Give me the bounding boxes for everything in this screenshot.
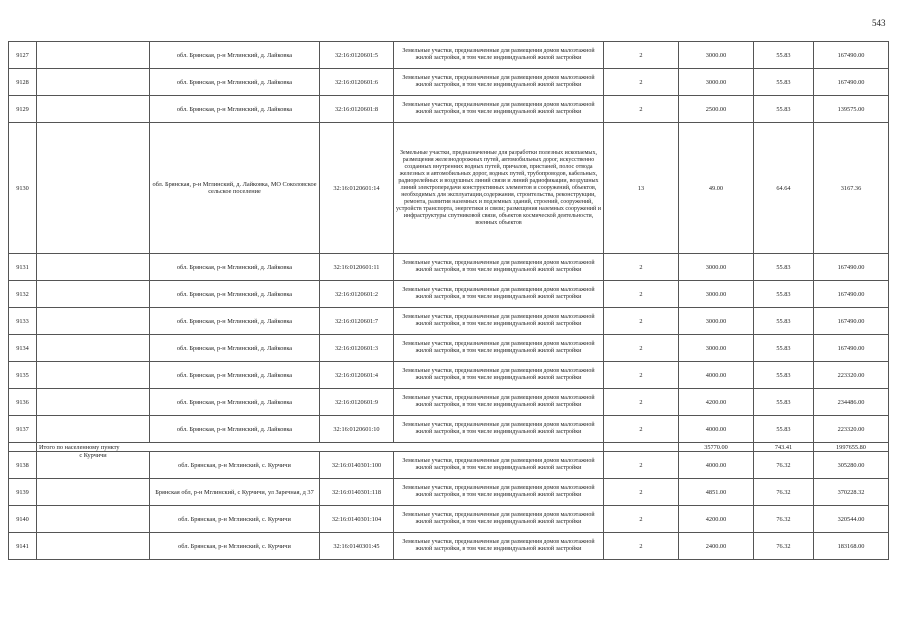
address-cell: обл. Брянская, р-н Мглинский, д. Лайковка (150, 308, 320, 335)
area-cell: 3000.00 (679, 335, 754, 362)
cadastral-value-cell: 305280.00 (814, 452, 889, 479)
land-use-cell: Земельные участки, предназначенные для размещения домов малоэтажной жилой застройки, в том числе индивидуальной жилой застройки (394, 254, 604, 281)
area-cell: 3000.00 (679, 281, 754, 308)
area-cell: 4000.00 (679, 452, 754, 479)
price-cell: 55.83 (754, 42, 814, 69)
settlement-cell (37, 389, 150, 416)
land-use-cell: Земельные участки, предназначенные для размещения домов малоэтажной жилой застройки, в том числе индивидуальной жилой застройки (394, 362, 604, 389)
group-number-cell: 2 (604, 389, 679, 416)
price-cell: 76.32 (754, 479, 814, 506)
cadastral-number-cell: 32:16:0120601:10 (320, 416, 394, 443)
price-cell: 55.83 (754, 335, 814, 362)
total-value: 1997655.80 (814, 443, 889, 452)
settlement-cell (37, 123, 150, 254)
cadastral-value-cell: 167490.00 (814, 42, 889, 69)
group-number-cell: 2 (604, 42, 679, 69)
settlement-cell (37, 308, 150, 335)
land-use-cell: Земельные участки, предназначенные для размещения домов малоэтажной жилой застройки, в том числе индивидуальной жилой застройки (394, 452, 604, 479)
settlement-cell (37, 479, 150, 506)
settlement-cell (37, 42, 150, 69)
address-cell: обл. Брянская, р-н Мглинский, д. Лайковка (150, 335, 320, 362)
cadastral-value-cell: 167490.00 (814, 335, 889, 362)
cadastral-value-cell: 167490.00 (814, 281, 889, 308)
address-cell: обл. Брянская, р-н Мглинский, д. Лайковка (150, 96, 320, 123)
land-use-cell: Земельные участки, предназначенные для размещения домов малоэтажной жилой застройки, в том числе индивидуальной жилой застройки (394, 533, 604, 560)
land-use-cell: Земельные участки, предназначенные для размещения домов малоэтажной жилой застройки, в том числе индивидуальной жилой застройки (394, 42, 604, 69)
settlement-label: с Курчичи (37, 452, 150, 479)
group-number-cell: 2 (604, 479, 679, 506)
cadastral-number-cell: 32:16:0120601:8 (320, 96, 394, 123)
group-number-cell: 2 (604, 96, 679, 123)
price-cell: 55.83 (754, 416, 814, 443)
row-number-cell: 9141 (9, 533, 37, 560)
cadastral-number-cell: 32:16:0120601:4 (320, 362, 394, 389)
cadastral-number-cell: 32:16:0120601:6 (320, 69, 394, 96)
table-row (9, 335, 889, 362)
row-number-cell: 9138 (9, 452, 37, 479)
group-number-cell: 13 (604, 123, 679, 254)
group-number-cell: 2 (604, 362, 679, 389)
group-number-cell: 2 (604, 416, 679, 443)
land-plots-table (8, 41, 889, 560)
area-cell: 4851.00 (679, 479, 754, 506)
row-number-cell: 9140 (9, 506, 37, 533)
price-cell: 55.83 (754, 362, 814, 389)
group-number-cell: 2 (604, 533, 679, 560)
cadastral-number-cell: 32:16:0120601:2 (320, 281, 394, 308)
row-number-cell: 9129 (9, 96, 37, 123)
table-row (9, 452, 889, 479)
group-number-cell: 2 (604, 254, 679, 281)
total-spacer (9, 443, 37, 452)
area-cell: 4000.00 (679, 416, 754, 443)
table-row (9, 123, 889, 254)
cadastral-number-cell: 32:16:0140301:118 (320, 479, 394, 506)
cadastral-number-cell: 32:16:0120601:7 (320, 308, 394, 335)
row-number-cell: 9132 (9, 281, 37, 308)
settlement-cell (37, 281, 150, 308)
address-cell: обл. Брянская, р-н Мглинский, д. Лайковка (150, 389, 320, 416)
cadastral-value-cell: 139575.00 (814, 96, 889, 123)
cadastral-value-cell: 167490.00 (814, 254, 889, 281)
settlement-cell (37, 254, 150, 281)
area-cell: 3000.00 (679, 69, 754, 96)
price-cell: 76.32 (754, 506, 814, 533)
settlement-cell (37, 506, 150, 533)
address-cell: обл. Брянская, р-н Мглинский, с. Курчичи (150, 506, 320, 533)
row-number-cell: 9127 (9, 42, 37, 69)
land-use-cell: Земельные участки, предназначенные для размещения домов малоэтажной жилой застройки, в том числе индивидуальной жилой застройки (394, 308, 604, 335)
table-row (9, 506, 889, 533)
land-use-cell: Земельные участки, предназначенные для размещения домов малоэтажной жилой застройки, в том числе индивидуальной жилой застройки (394, 506, 604, 533)
cadastral-value-cell: 234486.00 (814, 389, 889, 416)
row-number-cell: 9134 (9, 335, 37, 362)
address-cell: обл. Брянская, р-н Мглинский, д. Лайковка (150, 69, 320, 96)
row-number-cell: 9128 (9, 69, 37, 96)
price-cell: 55.83 (754, 254, 814, 281)
address-cell: обл. Брянская, р-н Мглинский, д. Лайковка (150, 362, 320, 389)
price-cell: 55.83 (754, 96, 814, 123)
table-row (9, 308, 889, 335)
group-number-cell: 2 (604, 452, 679, 479)
cadastral-value-cell: 167490.00 (814, 69, 889, 96)
price-cell: 76.32 (754, 533, 814, 560)
area-cell: 4200.00 (679, 389, 754, 416)
address-cell: Брянская обл, р-н Мглинский, с Курчичи, ул Заречная, д 37 (150, 479, 320, 506)
cadastral-number-cell: 32:16:0140301:45 (320, 533, 394, 560)
table-row (9, 281, 889, 308)
land-use-cell: Земельные участки, предназначенные для размещения домов малоэтажной жилой застройки, в том числе индивидуальной жилой застройки (394, 335, 604, 362)
table-row (9, 96, 889, 123)
area-cell: 3000.00 (679, 308, 754, 335)
cadastral-value-cell: 320544.00 (814, 506, 889, 533)
land-use-cell: Земельные участки, предназначенные для размещения домов малоэтажной жилой застройки, в том числе индивидуальной жилой застройки (394, 416, 604, 443)
price-cell: 55.83 (754, 308, 814, 335)
cadastral-number-cell: 32:16:0140301:104 (320, 506, 394, 533)
settlement-cell (37, 416, 150, 443)
address-cell: обл. Брянская, р-н Мглинский, с. Курчичи (150, 533, 320, 560)
row-number-cell: 9130 (9, 123, 37, 254)
land-use-cell: Земельные участки, предназначенные для размещения домов малоэтажной жилой застройки, в том числе индивидуальной жилой застройки (394, 69, 604, 96)
settlement-cell (37, 533, 150, 560)
area-cell: 2500.00 (679, 96, 754, 123)
table-row (9, 533, 889, 560)
address-cell: обл. Брянская, р-н Мглинский, д. Лайковка, МО Соколовское сельское поселение (150, 123, 320, 254)
area-cell: 3000.00 (679, 42, 754, 69)
area-cell: 4000.00 (679, 362, 754, 389)
cadastral-number-cell: 32:16:0120601:5 (320, 42, 394, 69)
land-use-cell: Земельные участки, предназначенные для размещения домов малоэтажной жилой застройки, в том числе индивидуальной жилой застройки (394, 479, 604, 506)
row-number-cell: 9131 (9, 254, 37, 281)
cadastral-number-cell: 32:16:0120601:3 (320, 335, 394, 362)
total-label: Итого по населенному пункту (37, 443, 604, 452)
group-number-cell: 2 (604, 506, 679, 533)
page-number: 543 (872, 18, 886, 28)
table-row (9, 69, 889, 96)
cadastral-value-cell: 183168.00 (814, 533, 889, 560)
price-cell: 55.83 (754, 281, 814, 308)
land-use-cell: Земельные участки, предназначенные для размещения домов малоэтажной жилой застройки, в том числе индивидуальной жилой застройки (394, 96, 604, 123)
table-row (9, 416, 889, 443)
settlement-cell (37, 69, 150, 96)
area-cell: 4200.00 (679, 506, 754, 533)
cadastral-number-cell: 32:16:0120601:11 (320, 254, 394, 281)
row-number-cell: 9137 (9, 416, 37, 443)
price-cell: 64.64 (754, 123, 814, 254)
area-cell: 2400.00 (679, 533, 754, 560)
price-cell: 55.83 (754, 389, 814, 416)
land-use-cell: Земельные участки, предназначенные для разработки полезных ископаемых, размещения железнодорожных путей, автомобильных дорог, искусственно созданных внутренних водных путей, причалов, пристаней, полос отвода железных и автомобильных дорог, водных путей, трубопроводов, кабельных, радиорелейных и воздушных линий связи и линий радиофикации, воздушных линий электропередачи конструктивных элементов и сооружений, объектов, необходимых для эксплуатации,содержания, строительства, реконструкции, ремонта, развития наземных и подземных зданий, строений, сооружений, устройств транспорта, энергетики и связи; размещения наземных сооружений и инфраструктуры спутниковой связи, объектов космической деятельности, военных объектов (394, 123, 604, 254)
group-number-cell: 2 (604, 335, 679, 362)
table-row (9, 362, 889, 389)
land-use-cell: Земельные участки, предназначенные для размещения домов малоэтажной жилой застройки, в том числе индивидуальной жилой застройки (394, 281, 604, 308)
group-number-cell: 2 (604, 281, 679, 308)
cadastral-value-cell: 167490.00 (814, 308, 889, 335)
settlement-cell (37, 96, 150, 123)
table-row (9, 254, 889, 281)
area-cell: 49.00 (679, 123, 754, 254)
group-number-cell: 2 (604, 308, 679, 335)
cadastral-value-cell: 3167.36 (814, 123, 889, 254)
settlement-cell (37, 362, 150, 389)
row-number-cell: 9139 (9, 479, 37, 506)
price-cell: 76.32 (754, 452, 814, 479)
cadastral-value-cell: 370228.32 (814, 479, 889, 506)
cadastral-value-cell: 223320.00 (814, 416, 889, 443)
table-row (9, 389, 889, 416)
cadastral-number-cell: 32:16:0120601:14 (320, 123, 394, 254)
address-cell: обл. Брянская, р-н Мглинский, д. Лайковка (150, 42, 320, 69)
land-use-cell: Земельные участки, предназначенные для размещения домов малоэтажной жилой застройки, в том числе индивидуальной жилой застройки (394, 389, 604, 416)
price-cell: 55.83 (754, 69, 814, 96)
settlement-cell (37, 335, 150, 362)
total-spacer (604, 443, 679, 452)
group-number-cell: 2 (604, 69, 679, 96)
row-number-cell: 9133 (9, 308, 37, 335)
area-cell: 3000.00 (679, 254, 754, 281)
total-area: 35770.00 (679, 443, 754, 452)
address-cell: обл. Брянская, р-н Мглинский, с. Курчичи (150, 452, 320, 479)
table-row (9, 479, 889, 506)
cadastral-number-cell: 32:16:0140301:100 (320, 452, 394, 479)
total-price: 743.41 (754, 443, 814, 452)
table-row (9, 42, 889, 69)
total-row (9, 443, 889, 452)
address-cell: обл. Брянская, р-н Мглинский, д. Лайковка (150, 416, 320, 443)
address-cell: обл. Брянская, р-н Мглинский, д. Лайковка (150, 254, 320, 281)
address-cell: обл. Брянская, р-н Мглинский, д. Лайковка (150, 281, 320, 308)
cadastral-value-cell: 223320.00 (814, 362, 889, 389)
row-number-cell: 9136 (9, 389, 37, 416)
cadastral-number-cell: 32:16:0120601:9 (320, 389, 394, 416)
row-number-cell: 9135 (9, 362, 37, 389)
